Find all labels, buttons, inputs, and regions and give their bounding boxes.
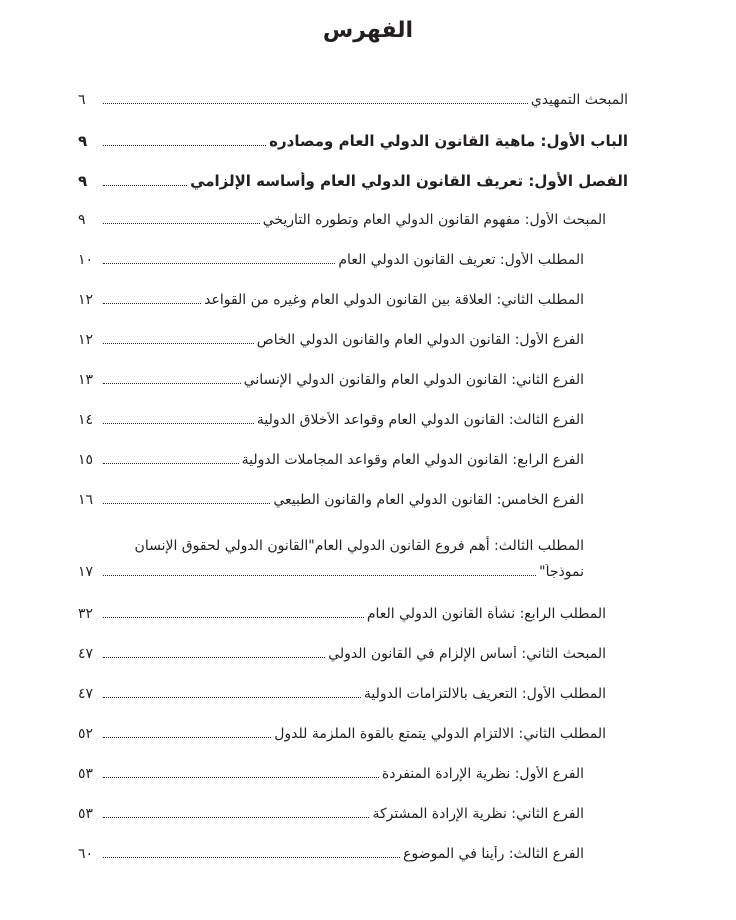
dot-leader [103, 145, 266, 146]
toc-entry-page: ٥٣ [78, 806, 94, 822]
toc-entry-page: ٩ [78, 212, 86, 228]
toc-entry-title: الفصل الأول: تعريف القانون الدولي العام وأساسه الإلزامي [190, 172, 628, 190]
dot-leader [103, 657, 325, 658]
toc-entry-page: ٩ [78, 172, 88, 190]
toc-entry-page: ٣٢ [78, 606, 94, 622]
toc-entry[interactable] [78, 92, 628, 132]
toc-entry[interactable] [78, 172, 628, 212]
toc-entry-title: المبحث التمهيدي [530, 92, 628, 108]
dot-leader [103, 697, 361, 698]
toc-entry[interactable] [78, 372, 628, 412]
toc-entry-page: ١٠ [78, 252, 94, 268]
toc-entry-page: ١٥ [78, 452, 94, 468]
table-of-contents [78, 92, 628, 886]
toc-entry[interactable] [78, 686, 628, 726]
dot-leader [103, 617, 364, 618]
dot-leader [103, 817, 369, 818]
toc-entry-title: الباب الأول: ماهية القانون الدولي العام ومصادره [269, 132, 628, 150]
toc-entry[interactable] [78, 766, 628, 806]
toc-entry-title: الفرع الأول: القانون الدولي العام والقانون الدولي الخاص [256, 332, 584, 348]
toc-entry-page: ١٢ [78, 292, 94, 308]
dot-leader [103, 383, 241, 384]
dot-leader [103, 343, 254, 344]
toc-entry-title: الفرع الثالث: القانون الدولي العام وقواعد الأخلاق الدولية [256, 412, 584, 428]
dot-leader [103, 777, 379, 778]
toc-entry-title: المبحث الأول: مفهوم القانون الدولي العام وتطوره التاريخي [262, 212, 606, 228]
toc-entry-page: ١٧ [78, 564, 94, 580]
dot-leader [103, 737, 271, 738]
dot-leader [103, 223, 260, 224]
toc-entry-page: ١٤ [78, 412, 94, 428]
toc-entry-page: ٤٧ [78, 686, 94, 702]
toc-entry[interactable] [78, 412, 628, 452]
toc-entry-page: ١٦ [78, 492, 94, 508]
toc-entry-continuation [78, 564, 584, 598]
dot-leader [103, 263, 335, 264]
toc-entry[interactable] [78, 646, 628, 686]
toc-entry-title: المطلب الثالث: أهم فروع القانون الدولي العام"القانون الدولي لحقوق الإنسان [134, 538, 584, 554]
toc-entry[interactable] [78, 292, 628, 332]
toc-entry-page: ٩ [78, 132, 88, 150]
toc-entry-title: الفرع الثالث: رأينا في الموضوع [403, 846, 584, 862]
toc-entry-title: المطلب الأول: التعريف بالالتزامات الدولية [363, 686, 606, 702]
toc-entry[interactable] [78, 332, 628, 372]
dot-leader [103, 463, 239, 464]
dot-leader [103, 423, 254, 424]
toc-entry-title: المطلب الرابع: نشأة القانون الدولي العام [366, 606, 606, 622]
toc-entry-page: ٦ [78, 92, 86, 108]
page-title: الفهرس [322, 18, 414, 43]
toc-entry-page: ٥٣ [78, 766, 94, 782]
dot-leader [103, 575, 536, 576]
toc-entry-page: ٦٠ [78, 846, 94, 862]
toc-entry[interactable] [78, 132, 628, 172]
toc-entry-page: ٥٢ [78, 726, 94, 742]
toc-entry[interactable] [78, 212, 628, 252]
toc-entry-title: المطلب الثاني: الالتزام الدولي يتمتع بالقوة الملزمة للدول [274, 726, 606, 742]
toc-entry-title: المبحث الثاني: أساس الإلزام في القانون الدولي [328, 646, 606, 662]
dot-leader [103, 503, 270, 504]
toc-entry-page: ١٣ [78, 372, 94, 388]
toc-entry[interactable] [78, 726, 628, 766]
toc-entry-title: الفرع الأول: نظرية الإرادة المنفردة [381, 766, 584, 782]
toc-entry-title: المطلب الثاني: العلاقة بين القانون الدولي العام وغيره من القواعد [204, 292, 584, 308]
toc-entry-page: ٤٧ [78, 646, 94, 662]
toc-entry[interactable] [78, 606, 628, 646]
toc-entry[interactable] [78, 252, 628, 292]
dot-leader [103, 103, 528, 104]
toc-entry-title: الفرع الثاني: القانون الدولي العام والقانون الدولي الإنساني [243, 372, 584, 388]
toc-entry[interactable] [78, 532, 628, 606]
toc-entry-page: ١٢ [78, 332, 94, 348]
toc-entry[interactable] [78, 452, 628, 492]
dot-leader [103, 185, 187, 186]
toc-entry-title: الفرع الرابع: القانون الدولي العام وقواعد المجاملات الدولية [241, 452, 584, 468]
toc-entry[interactable] [78, 806, 628, 846]
dot-leader [103, 857, 400, 858]
toc-entry-title-continued: نموذجاً" [539, 564, 584, 580]
toc-entry-title: المطلب الأول: تعريف القانون الدولي العام [338, 252, 584, 268]
toc-entry-title: الفرع الثاني: نظرية الإرادة المشتركة [372, 806, 584, 822]
dot-leader [103, 303, 201, 304]
toc-entry-title: الفرع الخامس: القانون الدولي العام والقانون الطبيعي [273, 492, 584, 508]
toc-entry[interactable] [78, 492, 628, 532]
toc-entry[interactable] [78, 846, 628, 886]
